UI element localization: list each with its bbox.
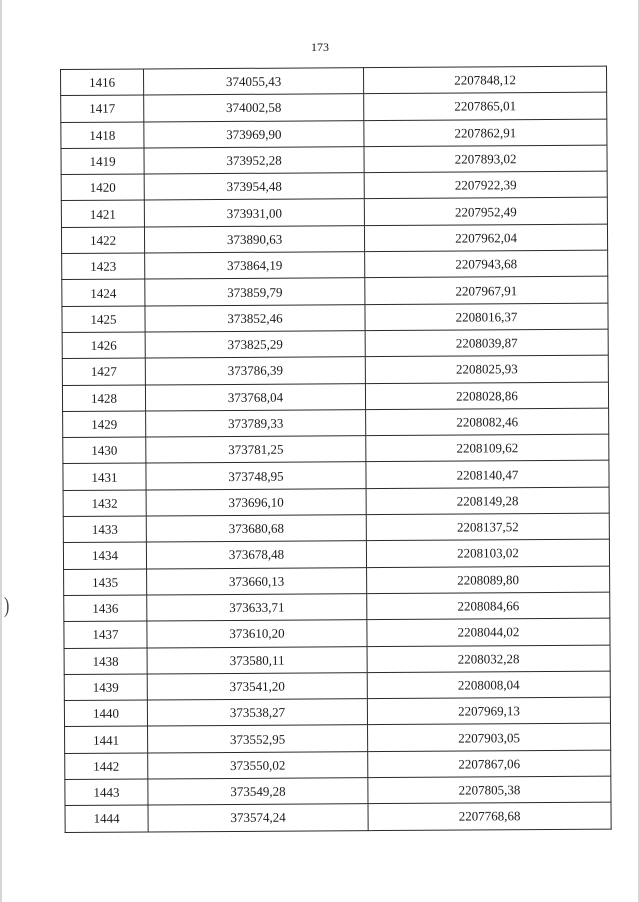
point-number-cell: 1441 bbox=[65, 726, 148, 753]
y-coordinate-cell: 2208140,47 bbox=[366, 461, 609, 489]
x-coordinate-cell: 373633,71 bbox=[147, 594, 367, 622]
y-coordinate-cell: 2207969,13 bbox=[367, 697, 610, 725]
table-row bbox=[64, 566, 610, 596]
point-number-cell: 1435 bbox=[64, 569, 147, 596]
table-row bbox=[64, 671, 610, 701]
x-coordinate-cell: 374002,58 bbox=[144, 94, 364, 122]
table-row bbox=[61, 224, 607, 254]
point-number-cell: 1442 bbox=[65, 753, 148, 780]
x-coordinate-cell: 373538,27 bbox=[147, 699, 367, 727]
x-coordinate-cell: 373825,29 bbox=[145, 331, 365, 359]
table-row bbox=[62, 355, 608, 385]
point-number-cell: 1421 bbox=[61, 200, 144, 227]
x-coordinate-cell: 373748,95 bbox=[146, 462, 366, 490]
x-coordinate-cell: 373864,19 bbox=[145, 252, 365, 280]
y-coordinate-cell: 2207903,05 bbox=[368, 724, 611, 752]
table-row bbox=[63, 513, 609, 543]
y-coordinate-cell: 2207867,06 bbox=[368, 750, 611, 778]
x-coordinate-cell: 373969,90 bbox=[144, 120, 364, 148]
x-coordinate-cell: 373696,10 bbox=[146, 488, 366, 516]
y-coordinate-cell: 2207952,49 bbox=[364, 198, 607, 226]
x-coordinate-cell: 373859,79 bbox=[145, 278, 365, 306]
y-coordinate-cell: 2208008,04 bbox=[367, 671, 610, 699]
table-row bbox=[65, 776, 611, 806]
x-coordinate-cell: 373550,02 bbox=[148, 751, 368, 779]
y-coordinate-cell: 2207768,68 bbox=[368, 802, 611, 830]
y-coordinate-cell: 2207848,12 bbox=[363, 66, 606, 94]
table-row bbox=[63, 487, 609, 517]
point-number-cell: 1423 bbox=[62, 253, 145, 280]
table-row bbox=[64, 645, 610, 675]
x-coordinate-cell: 373781,25 bbox=[146, 436, 366, 464]
x-coordinate-cell: 373549,28 bbox=[148, 778, 368, 806]
point-number-cell: 1444 bbox=[65, 805, 148, 832]
x-coordinate-cell: 373660,13 bbox=[147, 567, 367, 595]
point-number-cell: 1426 bbox=[62, 332, 145, 359]
y-coordinate-cell: 2207805,38 bbox=[368, 776, 611, 804]
point-number-cell: 1439 bbox=[64, 674, 147, 701]
point-number-cell: 1427 bbox=[62, 358, 145, 385]
table-row bbox=[62, 382, 608, 412]
table-row bbox=[64, 618, 610, 648]
table-row bbox=[61, 171, 607, 201]
point-number-cell: 1432 bbox=[63, 490, 146, 517]
y-coordinate-cell: 2208109,62 bbox=[366, 434, 609, 462]
y-coordinate-cell: 2208044,02 bbox=[367, 618, 610, 646]
x-coordinate-cell: 373768,04 bbox=[145, 383, 365, 411]
scan-edge-left bbox=[0, 0, 2, 902]
table-row bbox=[64, 697, 610, 727]
y-coordinate-cell: 2208103,02 bbox=[366, 539, 609, 567]
x-coordinate-cell: 373786,39 bbox=[145, 357, 365, 385]
y-coordinate-cell: 2208025,93 bbox=[365, 355, 608, 383]
x-coordinate-cell: 374055,43 bbox=[144, 68, 364, 96]
x-coordinate-cell: 373680,68 bbox=[146, 515, 366, 543]
point-number-cell: 1433 bbox=[63, 516, 146, 543]
table-row bbox=[63, 461, 609, 491]
x-coordinate-cell: 373580,11 bbox=[147, 646, 367, 674]
x-coordinate-cell: 373952,28 bbox=[144, 147, 364, 175]
table-row bbox=[63, 408, 609, 438]
y-coordinate-cell: 2208016,37 bbox=[365, 303, 608, 331]
table-row bbox=[62, 277, 608, 307]
point-number-cell: 1438 bbox=[64, 648, 147, 675]
coordinates-table-body bbox=[61, 66, 612, 832]
table-row bbox=[65, 724, 611, 754]
table-row bbox=[62, 303, 608, 333]
x-coordinate-cell: 373890,63 bbox=[144, 225, 364, 253]
point-number-cell: 1422 bbox=[61, 227, 144, 254]
x-coordinate-cell: 373789,33 bbox=[146, 409, 366, 437]
y-coordinate-cell: 2207967,91 bbox=[365, 277, 608, 305]
table-row bbox=[63, 539, 609, 569]
table-row bbox=[61, 92, 607, 122]
x-coordinate-cell: 373931,00 bbox=[144, 199, 364, 227]
point-number-cell: 1434 bbox=[63, 542, 146, 569]
y-coordinate-cell: 2208039,87 bbox=[365, 329, 608, 357]
y-coordinate-cell: 2208082,46 bbox=[366, 408, 609, 436]
y-coordinate-cell: 2208028,86 bbox=[365, 382, 608, 410]
point-number-cell: 1429 bbox=[63, 411, 146, 438]
y-coordinate-cell: 2208137,52 bbox=[366, 513, 609, 541]
margin-pen-mark: ) bbox=[4, 594, 10, 619]
y-coordinate-cell: 2208032,28 bbox=[367, 645, 610, 673]
table-row bbox=[61, 119, 607, 149]
page-number: 173 bbox=[311, 40, 329, 54]
table-row bbox=[61, 145, 607, 175]
x-coordinate-cell: 373852,46 bbox=[145, 304, 365, 332]
table-row bbox=[62, 329, 608, 359]
point-number-cell: 1416 bbox=[61, 69, 144, 96]
point-number-cell: 1430 bbox=[63, 437, 146, 464]
point-number-cell: 1443 bbox=[65, 779, 148, 806]
point-number-cell: 1437 bbox=[64, 621, 147, 648]
point-number-cell: 1431 bbox=[63, 463, 146, 490]
x-coordinate-cell: 373678,48 bbox=[146, 541, 366, 569]
point-number-cell: 1417 bbox=[61, 95, 144, 122]
point-number-cell: 1424 bbox=[62, 279, 145, 306]
coordinates-table bbox=[60, 66, 612, 833]
table-row bbox=[65, 750, 611, 780]
y-coordinate-cell: 2207865,01 bbox=[364, 92, 607, 120]
table-row bbox=[63, 434, 609, 464]
y-coordinate-cell: 2207862,91 bbox=[364, 119, 607, 147]
table-row bbox=[65, 802, 611, 832]
x-coordinate-cell: 373954,48 bbox=[144, 173, 364, 201]
y-coordinate-cell: 2208084,66 bbox=[367, 592, 610, 620]
y-coordinate-cell: 2207893,02 bbox=[364, 145, 607, 173]
x-coordinate-cell: 373610,20 bbox=[147, 620, 367, 648]
point-number-cell: 1440 bbox=[64, 700, 147, 727]
x-coordinate-cell: 373552,95 bbox=[148, 725, 368, 753]
x-coordinate-cell: 373541,20 bbox=[147, 672, 367, 700]
point-number-cell: 1425 bbox=[62, 306, 145, 333]
y-coordinate-cell: 2207922,39 bbox=[364, 171, 607, 199]
y-coordinate-cell: 2207962,04 bbox=[364, 224, 607, 252]
point-number-cell: 1418 bbox=[61, 122, 144, 149]
point-number-cell: 1436 bbox=[64, 595, 147, 622]
y-coordinate-cell: 2207943,68 bbox=[365, 250, 608, 278]
table-row bbox=[61, 66, 607, 96]
table-row bbox=[64, 592, 610, 622]
point-number-cell: 1420 bbox=[61, 174, 144, 201]
x-coordinate-cell: 373574,24 bbox=[148, 804, 368, 832]
y-coordinate-cell: 2208089,80 bbox=[367, 566, 610, 594]
y-coordinate-cell: 2208149,28 bbox=[366, 487, 609, 515]
table-row bbox=[61, 198, 607, 228]
point-number-cell: 1419 bbox=[61, 148, 144, 175]
point-number-cell: 1428 bbox=[62, 385, 145, 412]
table-row bbox=[62, 250, 608, 280]
